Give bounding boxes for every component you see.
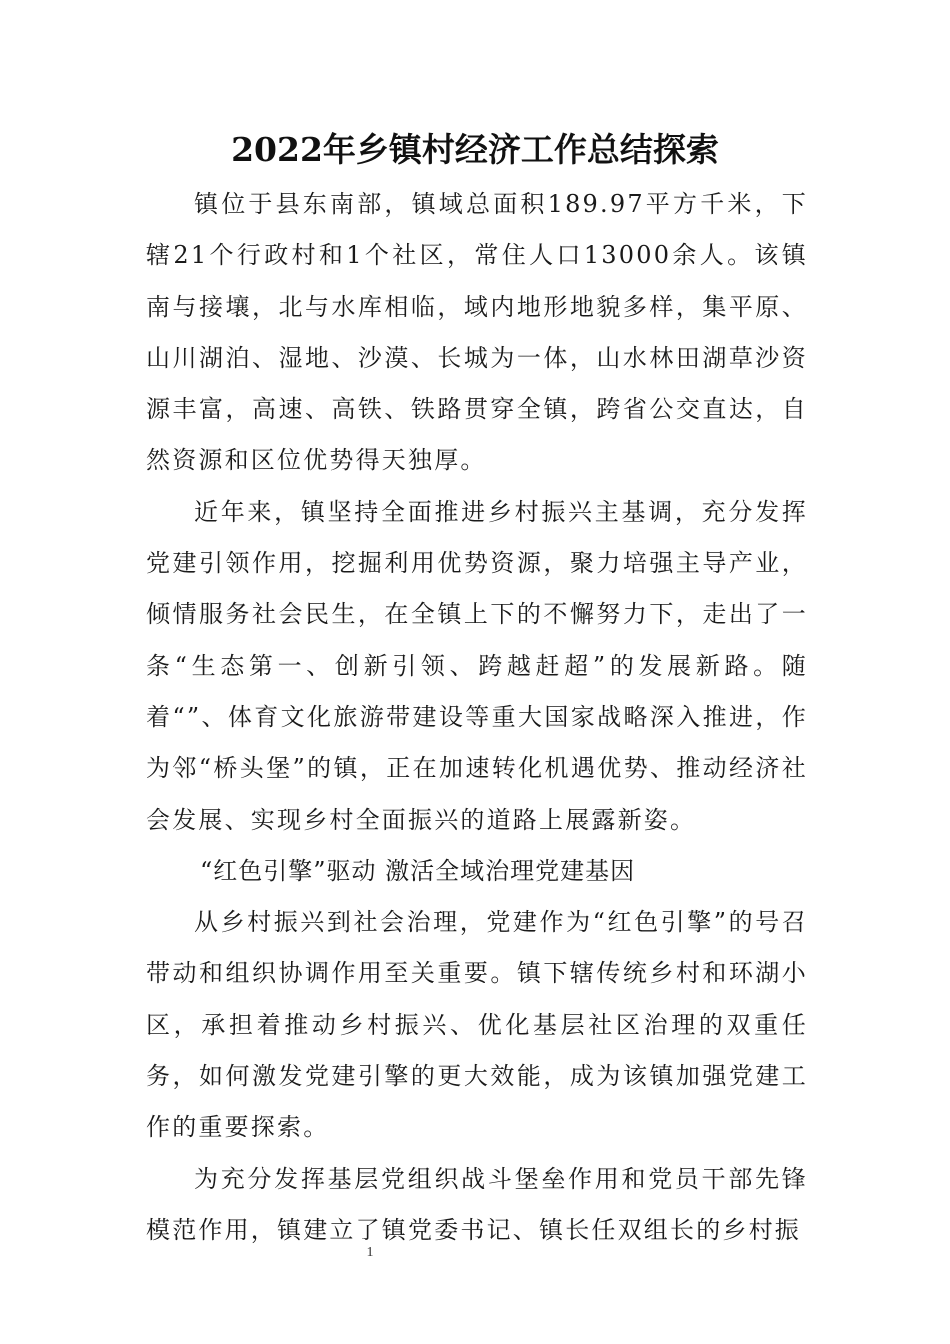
document-title: 2022年乡镇村经济工作总结探索 xyxy=(231,130,719,169)
paragraph-leadership: 为充分发挥基层党组织战斗堡垒作用和党员干部先锋模范作用，镇建立了镇党委书记、镇长任双组长的乡村振 xyxy=(146,1164,808,1244)
page-number: 1 xyxy=(366,1245,374,1260)
paragraph-development: 近年来，镇坚持全面推进乡村振兴主基调，充分发挥党建引领作用，挖掘利用优势资源，聚力培强主导产业，倾情服务社会民生，在全镇上下的不懈努力下，走出了一条“生态第一、创新引领、跨越赶超”的发展新路。随着“”、体育文化旅游带建设等重大国家战略深入推进，作为邻“桥头堡”的镇，正在加速转化机遇优势、推动经济社会发展、实现乡村全面振兴的道路上展露新姿。 xyxy=(146,497,808,834)
section-subheading: “红色引擎”驱动 激活全域治理党建基因 xyxy=(200,856,636,885)
document-body xyxy=(146,179,808,1256)
paragraph-intro: 镇位于县东南部，镇域总面积189.97平方千米，下辖21个行政村和1个社区，常住人口13000余人。该镇南与接壤，北与水库相临，域内地形地貌多样，集平原、山川湖泊、湿地、沙漠、长城为一体，山水林田湖草沙资源丰富，高速、高铁、铁路贯穿全镇，跨省公交直达，自然资源和区位优势得天独厚。 xyxy=(146,190,808,475)
paragraph-party-building: 从乡村振兴到社会治理，党建作为“红色引擎”的号召带动和组织协调作用至关重要。镇下辖传统乡村和环湖小区，承担着推动乡村振兴、优化基层社区治理的双重任务，如何激发党建引擎的更大效能，成为该镇加强党建工作的重要探索。 xyxy=(146,908,808,1142)
